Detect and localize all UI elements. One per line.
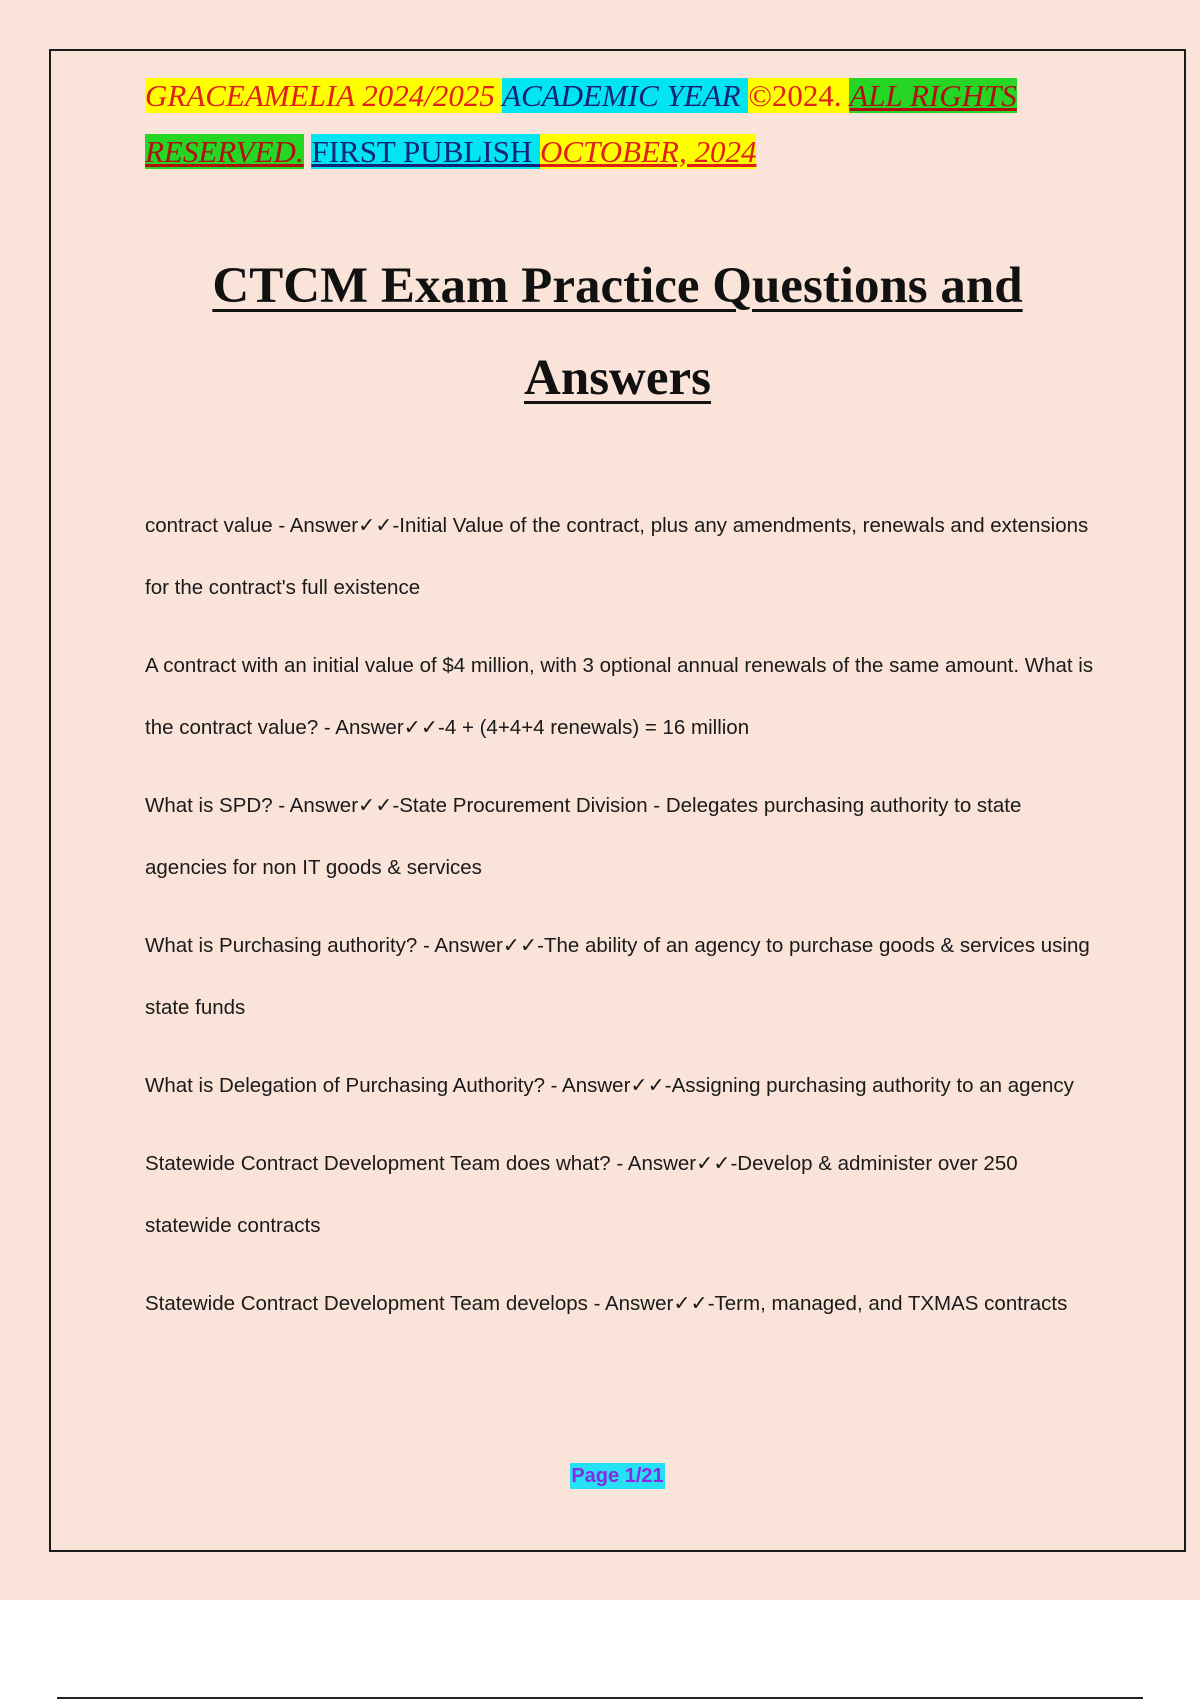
qa-item: contract value - Answer✓✓-Initial Value of the contract, plus any amendments, renewals and extensions for the contract's full existence	[145, 514, 1089, 599]
qa-item: Statewide Contract Development Team develops - Answer✓✓-Term, managed, and TXMAS contracts	[145, 1292, 1068, 1315]
qa-item: What is Delegation of Purchasing Authority? - Answer✓✓-Assigning purchasing authority to an agency	[145, 1074, 1074, 1097]
header-author-year: GRACEAMELIA 2024/2025	[145, 78, 503, 113]
title-line-1: CTCM Exam Practice Questions and	[212, 258, 1023, 314]
header-academic-year: ACADEMIC YEAR	[502, 78, 749, 113]
qa-item: Statewide Contract Development Team does what? - Answer✓✓-Develop & administer over 250 statewide contracts	[145, 1152, 1018, 1237]
qa-list	[145, 495, 1095, 1351]
qa-item: What is SPD? - Answer✓✓-State Procurement Division - Delegates purchasing authority to state agencies for non IT goods & services	[145, 794, 1022, 879]
header-first-publish: FIRST PUBLISH	[311, 134, 541, 169]
document-title	[100, 240, 1135, 424]
title-line-2: Answers	[524, 350, 711, 406]
page-number	[0, 1465, 1200, 1488]
header-copyright: ©2024.	[748, 78, 850, 113]
header-rights-reserved: ALL RIGHTS RESERVED.	[145, 78, 1017, 169]
qa-item: A contract with an initial value of $4 million, with 3 optional annual renewals of the same amount. What is the contract value? - Answer✓✓-4 + (4+4+4 renewals) = 16 million	[145, 654, 1094, 739]
copyright-header	[145, 68, 1075, 180]
header-publish-date: OCTOBER, 2024	[540, 134, 757, 169]
page-number-label: Page 1/21	[571, 1465, 664, 1487]
footer-divider	[57, 1697, 1143, 1699]
qa-item: What is Purchasing authority? - Answer✓✓-The ability of an agency to purchase goods & services using state funds	[145, 934, 1090, 1019]
